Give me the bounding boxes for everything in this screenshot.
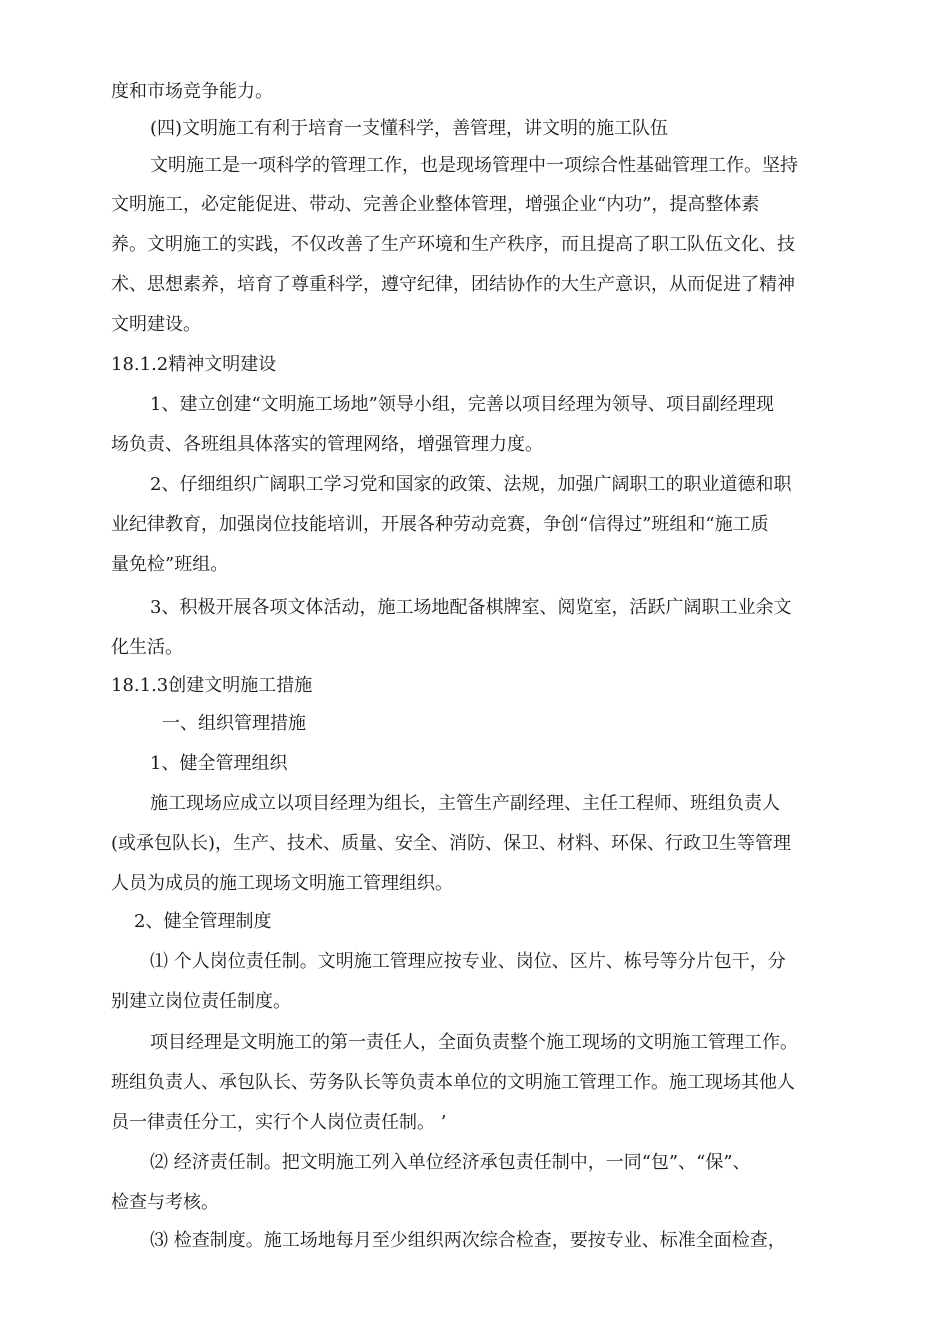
paragraph-line: 员一律责任分工，实行个人岗位责任制。 ’ — [111, 1112, 447, 1133]
paragraph-line: (或承包队长)，生产、技术、质量、安全、消防、保卫、材料、环保、行政卫生等管理 — [111, 833, 792, 854]
paragraph-line: 班组负责人、承包队长、劳务队长等负责本单位的文明施工管理工作。施工现场其他人 — [111, 1072, 795, 1093]
paragraph-line: 1、建立创建“文明施工场地”领导小组，完善以项目经理为领导、项目副经理现 — [150, 394, 774, 415]
paragraph-line: 检查与考核。 — [111, 1192, 219, 1213]
paragraph-line: ⑶ 检查制度。施工场地每月至少组织两次综合检查，要按专业、标准全面检查， — [150, 1230, 786, 1251]
paragraph-line: 养。文明施工的实践，不仅改善了生产环境和生产秩序，而且提高了职工队伍文化、技 — [111, 234, 795, 255]
paragraph-line: 文明施工是一项科学的管理工作，也是现场管理中一项综合性基础管理工作。坚持 — [150, 155, 798, 176]
paragraph-line: 文明建设。 — [111, 314, 201, 335]
paragraph-line: 文明施工，必定能促进、带动、完善企业整体管理，增强企业“内功”，提高整体素 — [111, 194, 760, 215]
paragraph-line: 2、仔细组织广阔职工学习党和国家的政策、法规，加强广阔职工的职业道德和职 — [150, 474, 792, 495]
subsection-heading: 一、组织管理措施 — [162, 713, 306, 734]
paragraph-line: 度和市场竞争能力。 — [111, 81, 273, 102]
paragraph-line: 化生活。 — [111, 637, 183, 658]
paragraph-line: 项目经理是文明施工的第一责任人，全面负责整个施工现场的文明施工管理工作。 — [150, 1032, 798, 1053]
paragraph-line: 场负责、各班组具体落实的管理网络，增强管理力度。 — [111, 434, 543, 455]
paragraph-line: 术、思想素养，培育了尊重科学，遵守纪律，团结协作的大生产意识，从而促进了精神 — [111, 274, 795, 295]
paragraph-line: 别建立岗位责任制度。 — [111, 991, 291, 1012]
paragraph-line: 3、积极开展各项文体活动，施工场地配备棋牌室、阅览室，活跃广阔职工业余文 — [150, 597, 792, 618]
paragraph-line: 业纪律教育，加强岗位技能培训，开展各种劳动竞赛，争创“信得过”班组和“施工质 — [111, 514, 769, 535]
subsection-heading: 2、健全管理制度 — [134, 911, 272, 932]
paragraph-line: ⑴ 个人岗位责任制。文明施工管理应按专业、岗位、区片、栋号等分片包干，分 — [150, 951, 786, 972]
section-heading: (四)文明施工有利于培育一支懂科学，善管理，讲文明的施工队伍 — [150, 118, 669, 139]
paragraph-line: 量免检”班组。 — [111, 554, 229, 575]
subsection-heading: 1、健全管理组织 — [150, 753, 288, 774]
paragraph-line: ⑵ 经济责任制。把文明施工列入单位经济承包责任制中，一同“包”、“保”、 — [150, 1152, 751, 1173]
paragraph-line: 人员为成员的施工现场文明施工管理组织。 — [111, 873, 453, 894]
paragraph-line: 施工现场应成立以项目经理为组长，主管生产副经理、主任工程师、班组负责人 — [150, 793, 780, 814]
section-heading: 18.1.3创建文明施工措施 — [111, 675, 313, 696]
section-heading: 18.1.2精神文明建设 — [111, 354, 277, 375]
